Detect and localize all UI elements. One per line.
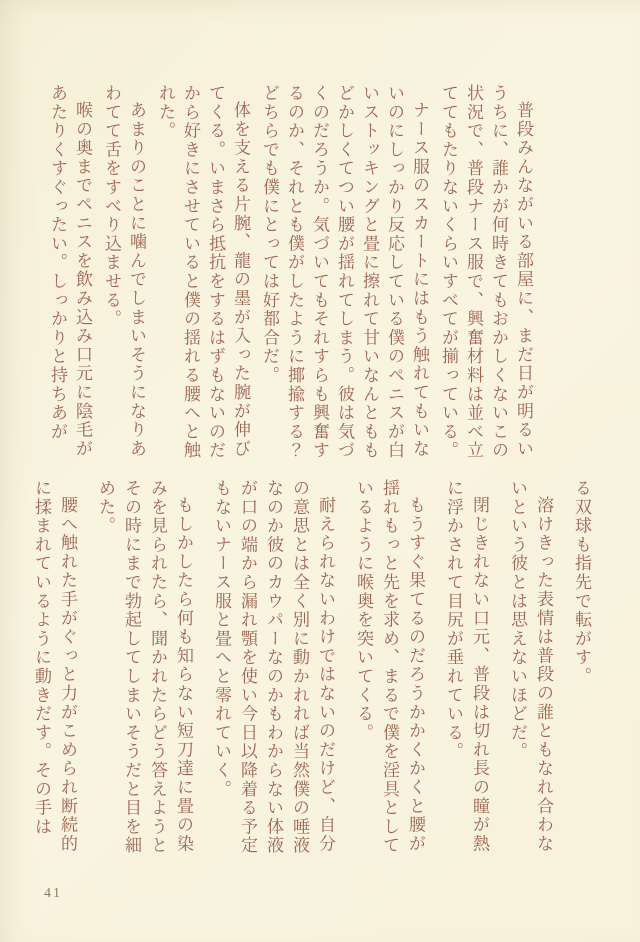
paragraph: ナース服のスカートにはもう触れてもいないのにしっかり反応している僕のペニスが白いストッキングと畳に擦れて甘いなんとももどかしくてつい腰が揺れてしまう。彼は気づくのだろうか。気づいてもそれすらも興奮するのか、それとも僕がしたように揶揄する？ どちらでも僕にとっては好都合だ。 (260, 84, 429, 479)
paragraph: 耐えられないわけではないのだけど、自分の意思とは全く別に動かれれば当然僕の唾液なのか彼のカウパーなのかもわからない体液が口の端から漏れ顎を使い今日以降着る予定もないナース服と畳へと零れていく。 (212, 479, 335, 855)
text-block-lower (28, 479, 594, 870)
paragraph: 閉じきれない口元、普段は切れ長の瞳が熱に浮かされて目尻が垂れている。 (444, 479, 489, 854)
text-block-upper (45, 84, 536, 479)
paragraph: 溶けきった表情は普段の誰ともなれ合わないという彼とは思えないほどだ。 (508, 479, 553, 854)
paragraph: 腰へ触れた手がぐっと力がこめられ断続的に揉まれているように動きだす。その手は (32, 479, 77, 854)
paragraph: もしかしたら何も知らない短刀達に畳の染みを見られたら、聞かれたらどう答えようとその時にまで勃起してしまいそうだと目を細めた。 (96, 479, 193, 855)
paragraph: あまりのことに噛んでしまいそうになりあわてて舌をすべり込ませる。 (102, 84, 146, 459)
paragraph: もうすぐ果てるのだろうかかくかくと腰が揺れもっと先を求め、まるで僕を淫具としているように喉奥を突いてくる。 (354, 479, 425, 855)
paragraph: 喉の奥までペニスを飲み込み口元に陰毛があたりくすぐったい。しっかりと持ちあが (48, 84, 92, 459)
page-number: 41 (44, 886, 62, 901)
paragraph: 体を支える片腕、龍の墨が入った腕が伸びてくる。いまさら抵抗をするはずもないのだから好きにさせていると僕の揺れる腰へと触れた。 (156, 84, 250, 460)
paragraph: 普段みんながいる部屋に、まだ日が明るいうちに、誰かが何時きてもおかしくないこの状況で、普段ナース服で、興奮材料は並べ立ててもたりないくらいすべてが揃っている。 (439, 84, 533, 460)
paragraph: る双球も指先で転がす。 (572, 479, 591, 686)
